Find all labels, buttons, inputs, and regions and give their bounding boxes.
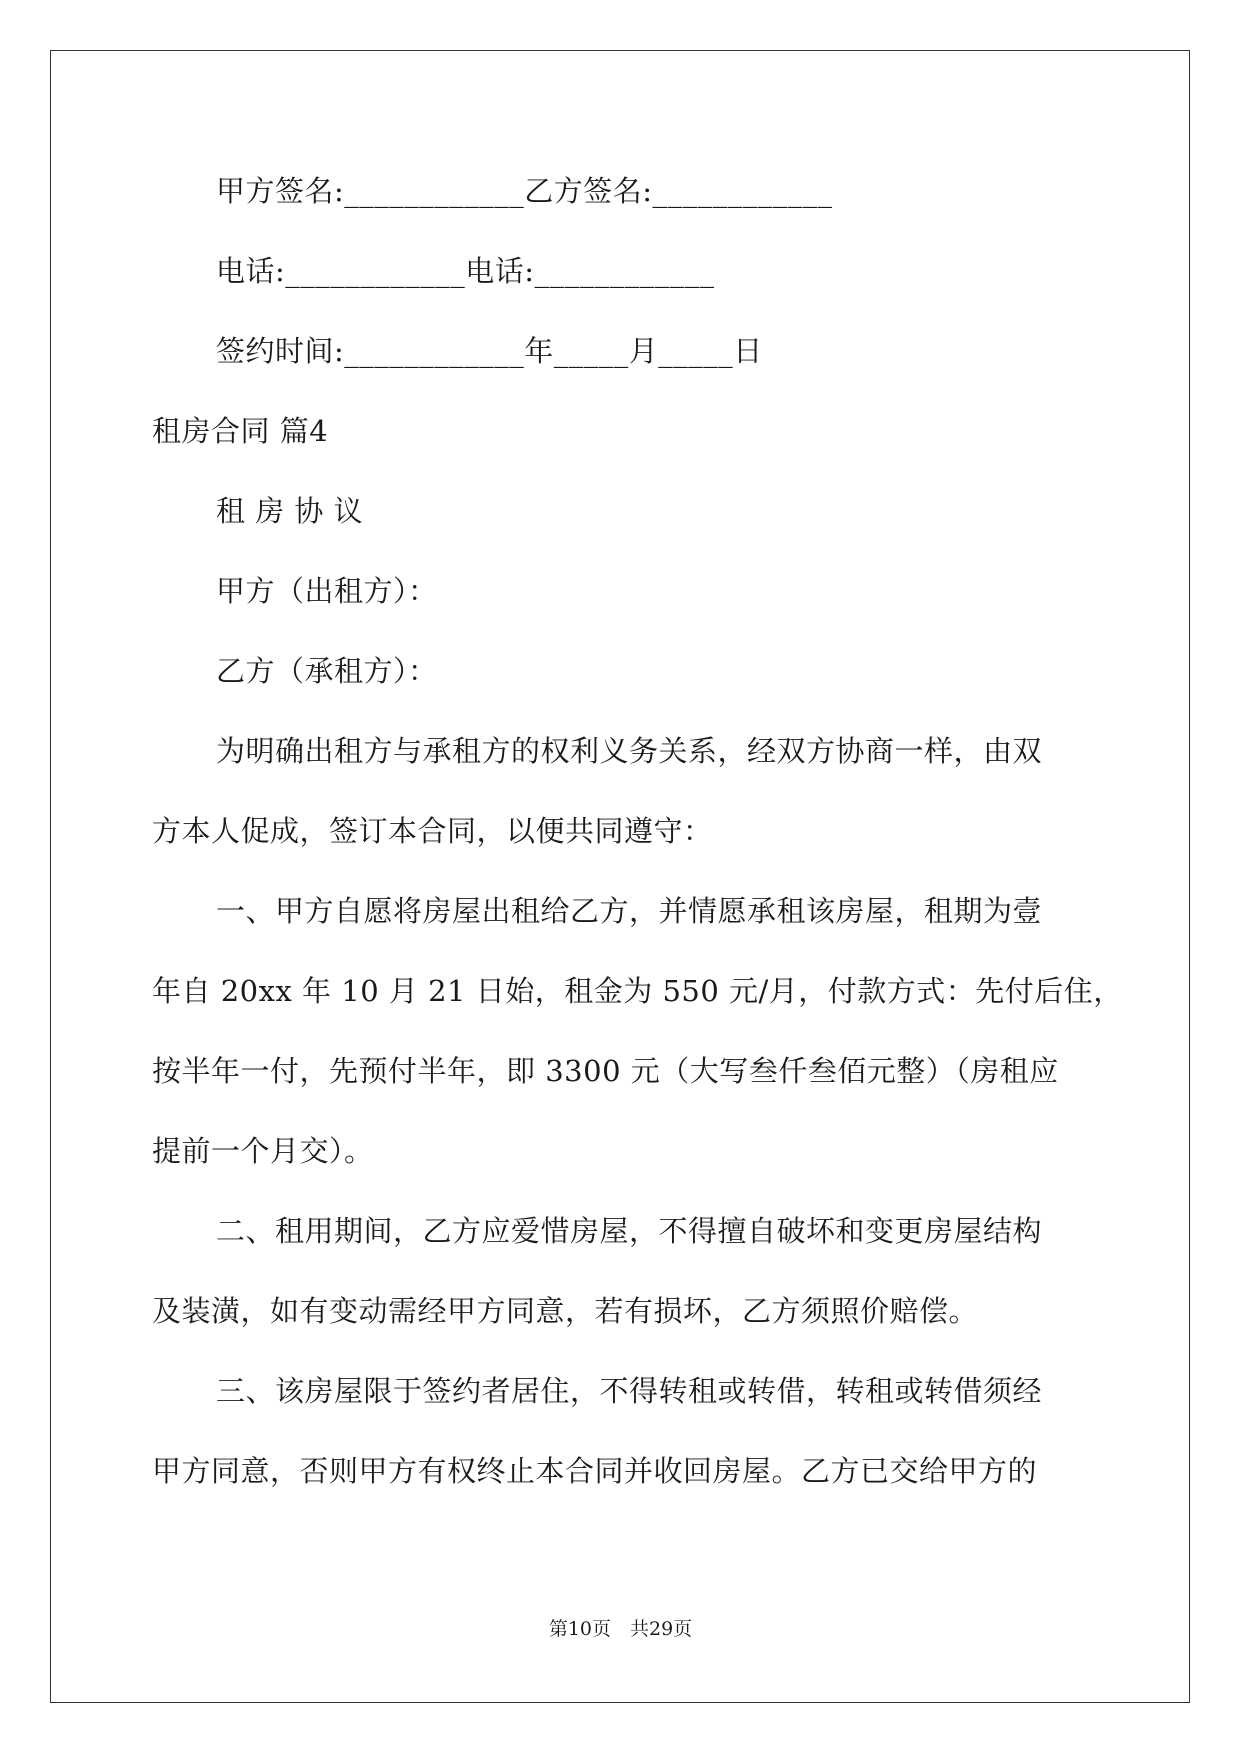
clause-3-line-2: 甲方同意，否则甲方有权终止本合同并收回房屋。乙方已交给甲方的: [152, 1454, 1038, 1488]
page-number-footer: 第10页 共29页: [548, 1618, 693, 1640]
sign-date-line: 签约时间:____________年_____月_____日: [216, 334, 763, 368]
clause-1-line-2: 年自 20xx 年 10 月 21 日始，租金为 550 元/月，付款方式：先付后住，: [152, 974, 1123, 1008]
clause-2-line-2: 及装潢，如有变动需经甲方同意，若有损坏，乙方须照价赔偿。: [152, 1294, 979, 1328]
section-title: 租房合同 篇4: [152, 414, 329, 448]
clause-1-line-1: 一、甲方自愿将房屋出租给乙方，并情愿承租该房屋，租期为壹: [216, 894, 1043, 928]
clause-3-line-1: 三、该房屋限于签约者居住，不得转租或转借，转租或转借须经: [216, 1374, 1043, 1408]
intro-paragraph-line-1: 为明确出租方与承租方的权利义务关系，经双方协商一样，由双: [216, 734, 1043, 768]
intro-paragraph-line-2: 方本人促成，签订本合同，以便共同遵守：: [152, 814, 713, 848]
clause-2-line-1: 二、租用期间，乙方应爱惜房屋，不得擅自破坏和变更房屋结构: [216, 1214, 1043, 1248]
document-title: 租 房 协 议: [216, 494, 364, 528]
phone-line: 电话:____________电话:____________: [216, 254, 715, 288]
clause-1-line-4: 提前一个月交）。: [152, 1134, 374, 1168]
party-b-line: 乙方（承租方）：: [216, 654, 438, 688]
party-a-line: 甲方（出租方）：: [216, 574, 438, 608]
signature-line: 甲方签名:____________乙方签名:____________: [216, 174, 833, 208]
clause-1-line-3: 按半年一付，先预付半年，即 3300 元（大写叁仟叁佰元整）（房租应: [152, 1054, 1059, 1088]
